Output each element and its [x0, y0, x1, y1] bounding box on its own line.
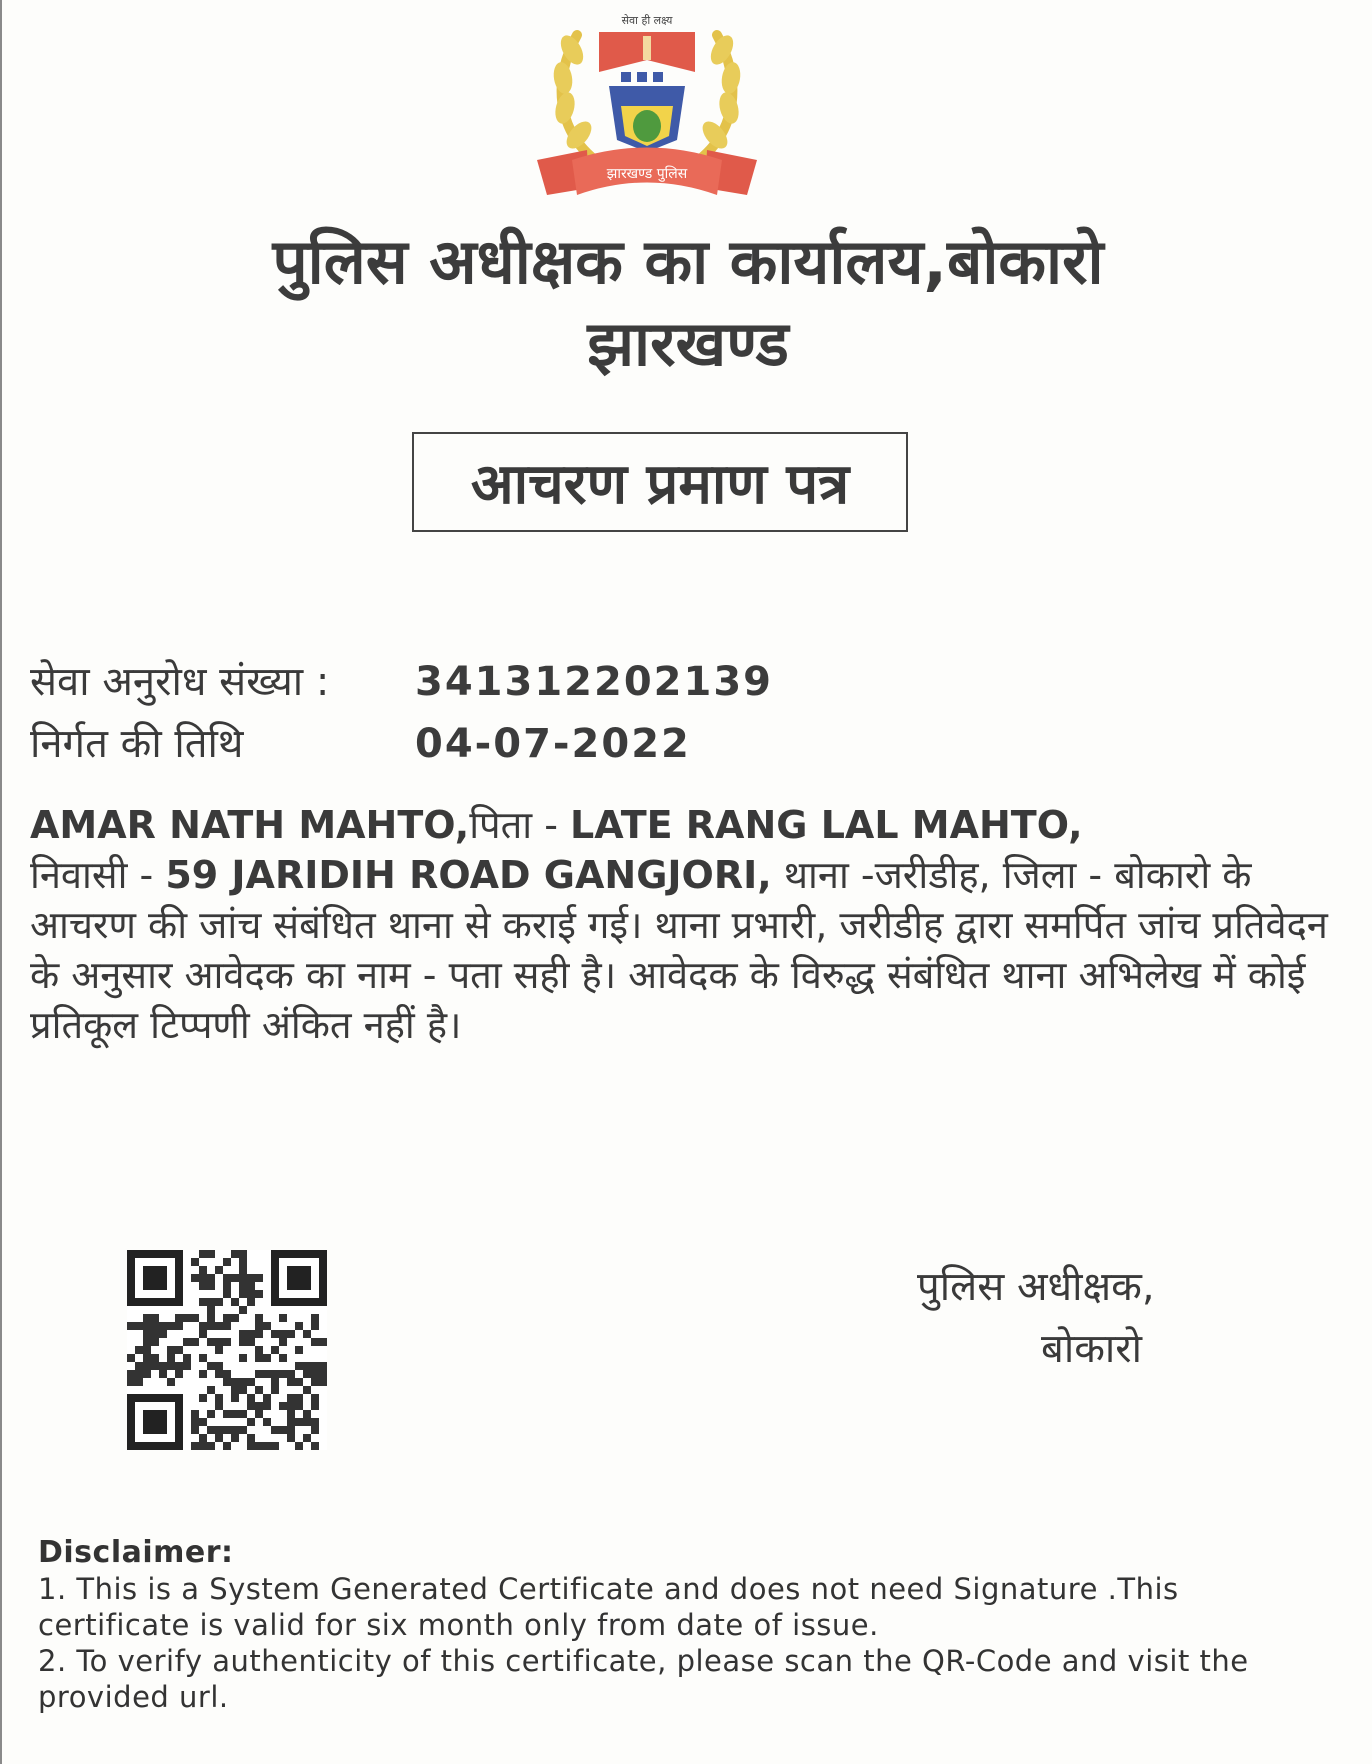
- state-title: झारखण्ड: [587, 307, 789, 380]
- issue-date-row: [30, 714, 691, 769]
- emblem-banner: झारखण्ड पुलिस: [606, 166, 688, 182]
- request-number-label: सेवा अनुरोध संख्या :: [30, 659, 330, 705]
- issue-date-label: निर्गत की तिथि: [30, 721, 244, 767]
- issue-date-value: 04-07-2022: [415, 721, 691, 767]
- office-title: पुलिस अधीक्षक का कार्यालय,बोकारो: [272, 225, 1104, 298]
- disclaimer: [38, 1535, 1338, 1715]
- disclaimer-item-1: 1. This is a System Generated Certificate and does not need Signature .This certificate is valid for six month only from date of issue.: [38, 1572, 1179, 1642]
- disclaimer-item-2: 2. To verify authenticity of this certificate, please scan the QR-Code and visit the provided url.: [38, 1644, 1249, 1714]
- applicant-name: AMAR NATH MAHTO,: [30, 803, 470, 847]
- request-number-value: 341312202139: [415, 659, 773, 705]
- disclaimer-heading: Disclaimer:: [38, 1535, 234, 1570]
- emblem-motto: सेवा ही लक्ष्य: [621, 14, 673, 27]
- qr-code[interactable]: [124, 1250, 330, 1450]
- request-number-row: [30, 652, 773, 707]
- signatory-title: पुलिस अधीक्षक,: [917, 1264, 1155, 1310]
- resident-label: निवासी -: [30, 853, 166, 897]
- certificate-title: आचरण प्रमाण पत्र: [412, 432, 908, 532]
- jharkhand-police-emblem: [517, 10, 777, 220]
- verification-text: थाना -जरीडीह, जिला - बोकारो के आचरण की जांच संबंधित थाना से कराई गई। थाना प्रभारी, जरीडीह द्वारा समर्पित जांच प्रतिवेदन के अनुसार आवेदक का नाम - पता सही है। आवेदक के विरुद्ध संबंधित थाना अभिलेख में कोई प्रतिकूल टिप्पणी अंकित नहीं है।: [30, 853, 1328, 1047]
- father-label: पिता -: [469, 803, 571, 847]
- signatory-location: बोकारो: [1041, 1326, 1142, 1372]
- certificate-body: [30, 800, 1360, 1050]
- father-name: LATE RANG LAL MAHTO,: [570, 803, 1083, 847]
- applicant-address: 59 JARIDIH ROAD GANGJORI,: [165, 853, 772, 897]
- signatory-block: [917, 1256, 1155, 1380]
